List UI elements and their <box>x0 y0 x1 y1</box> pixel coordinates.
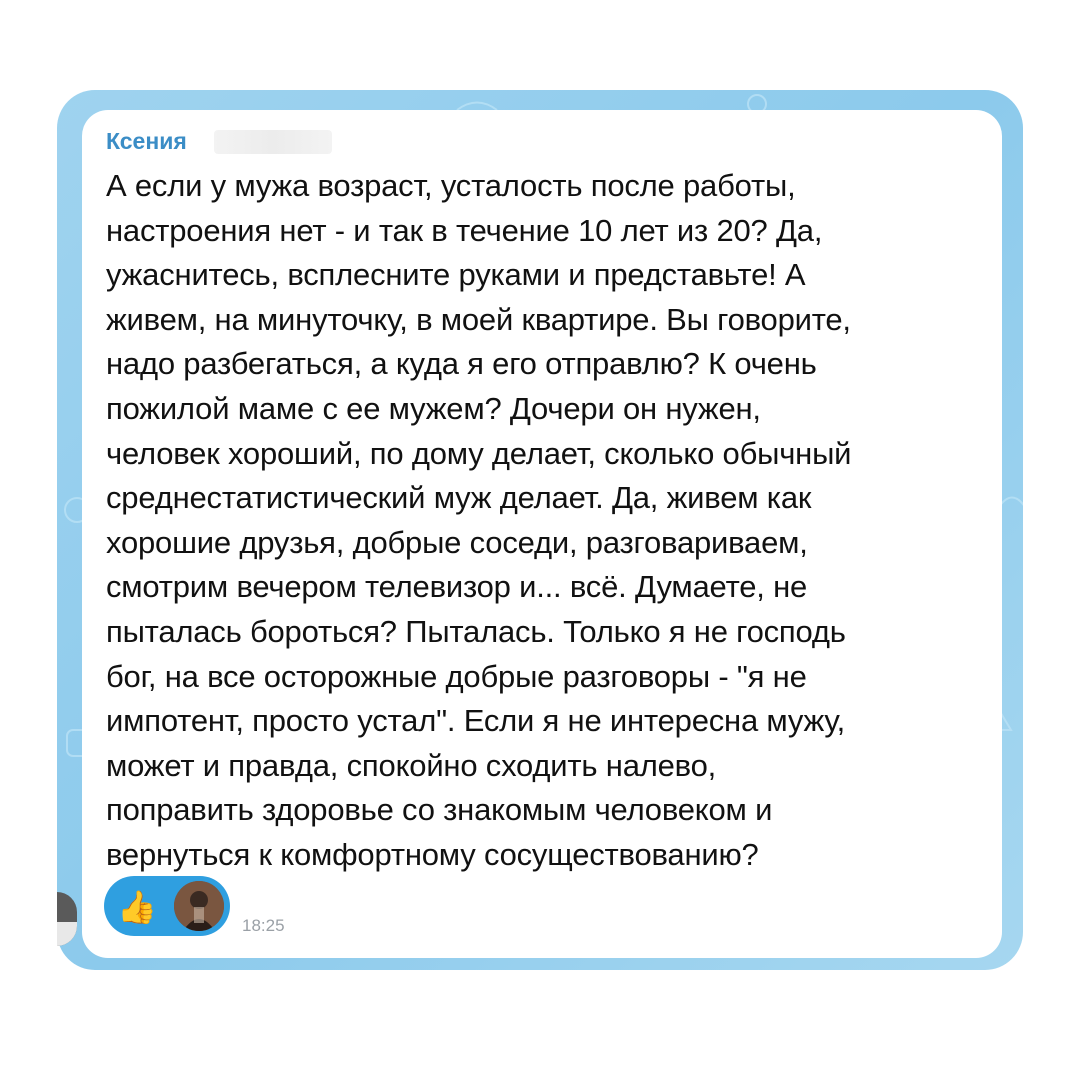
message-line: смотрим вечером телевизор и... всё. Думаете, не <box>106 569 808 605</box>
message-line: пыталась бороться? Пыталась. Только я не господь <box>106 613 846 649</box>
message-text <box>106 164 986 878</box>
message-line: импотент, просто устал". Если я не интересна мужу, <box>106 703 846 739</box>
message-line: бог, на все осторожные добрые разговоры - "я не <box>106 658 807 694</box>
reaction-pill[interactable] <box>104 876 230 936</box>
message-timestamp: 18:25 <box>242 916 285 935</box>
message-line: хорошие друзья, добрые соседи, разговариваем, <box>106 524 808 560</box>
message-line: среднестатистический муж делает. Да, живем как <box>106 480 812 516</box>
thumbs-up-icon: 👍 <box>117 888 157 926</box>
message-line: живем, на минуточку, в моей квартире. Вы говорите, <box>106 301 851 337</box>
message-line: поправить здоровье со знакомым человеком и <box>106 792 773 828</box>
reactor-avatar[interactable] <box>174 881 224 931</box>
message-bubble <box>82 110 1002 958</box>
message-line: ужаснитесь, всплесните руками и представьте! А <box>106 257 806 293</box>
message-line: настроения нет - и так в течение 10 лет из 20? Да, <box>106 212 823 248</box>
message-line: пожилой маме с ее мужем? Дочери он нужен, <box>106 390 761 426</box>
message-line: может и правда, спокойно сходить налево, <box>106 747 717 783</box>
message-line: надо разбегаться, а куда я его отправлю? К очень <box>106 346 817 382</box>
message-line: вернуться к комфортному сосуществованию? <box>106 836 759 872</box>
sender-name[interactable]: Ксения <box>106 128 187 154</box>
message-line: А если у мужа возраст, усталость после работы, <box>106 168 796 203</box>
message-line: человек хороший, по дому делает, сколько обычный <box>106 435 852 471</box>
sender-name-redacted <box>214 130 332 154</box>
